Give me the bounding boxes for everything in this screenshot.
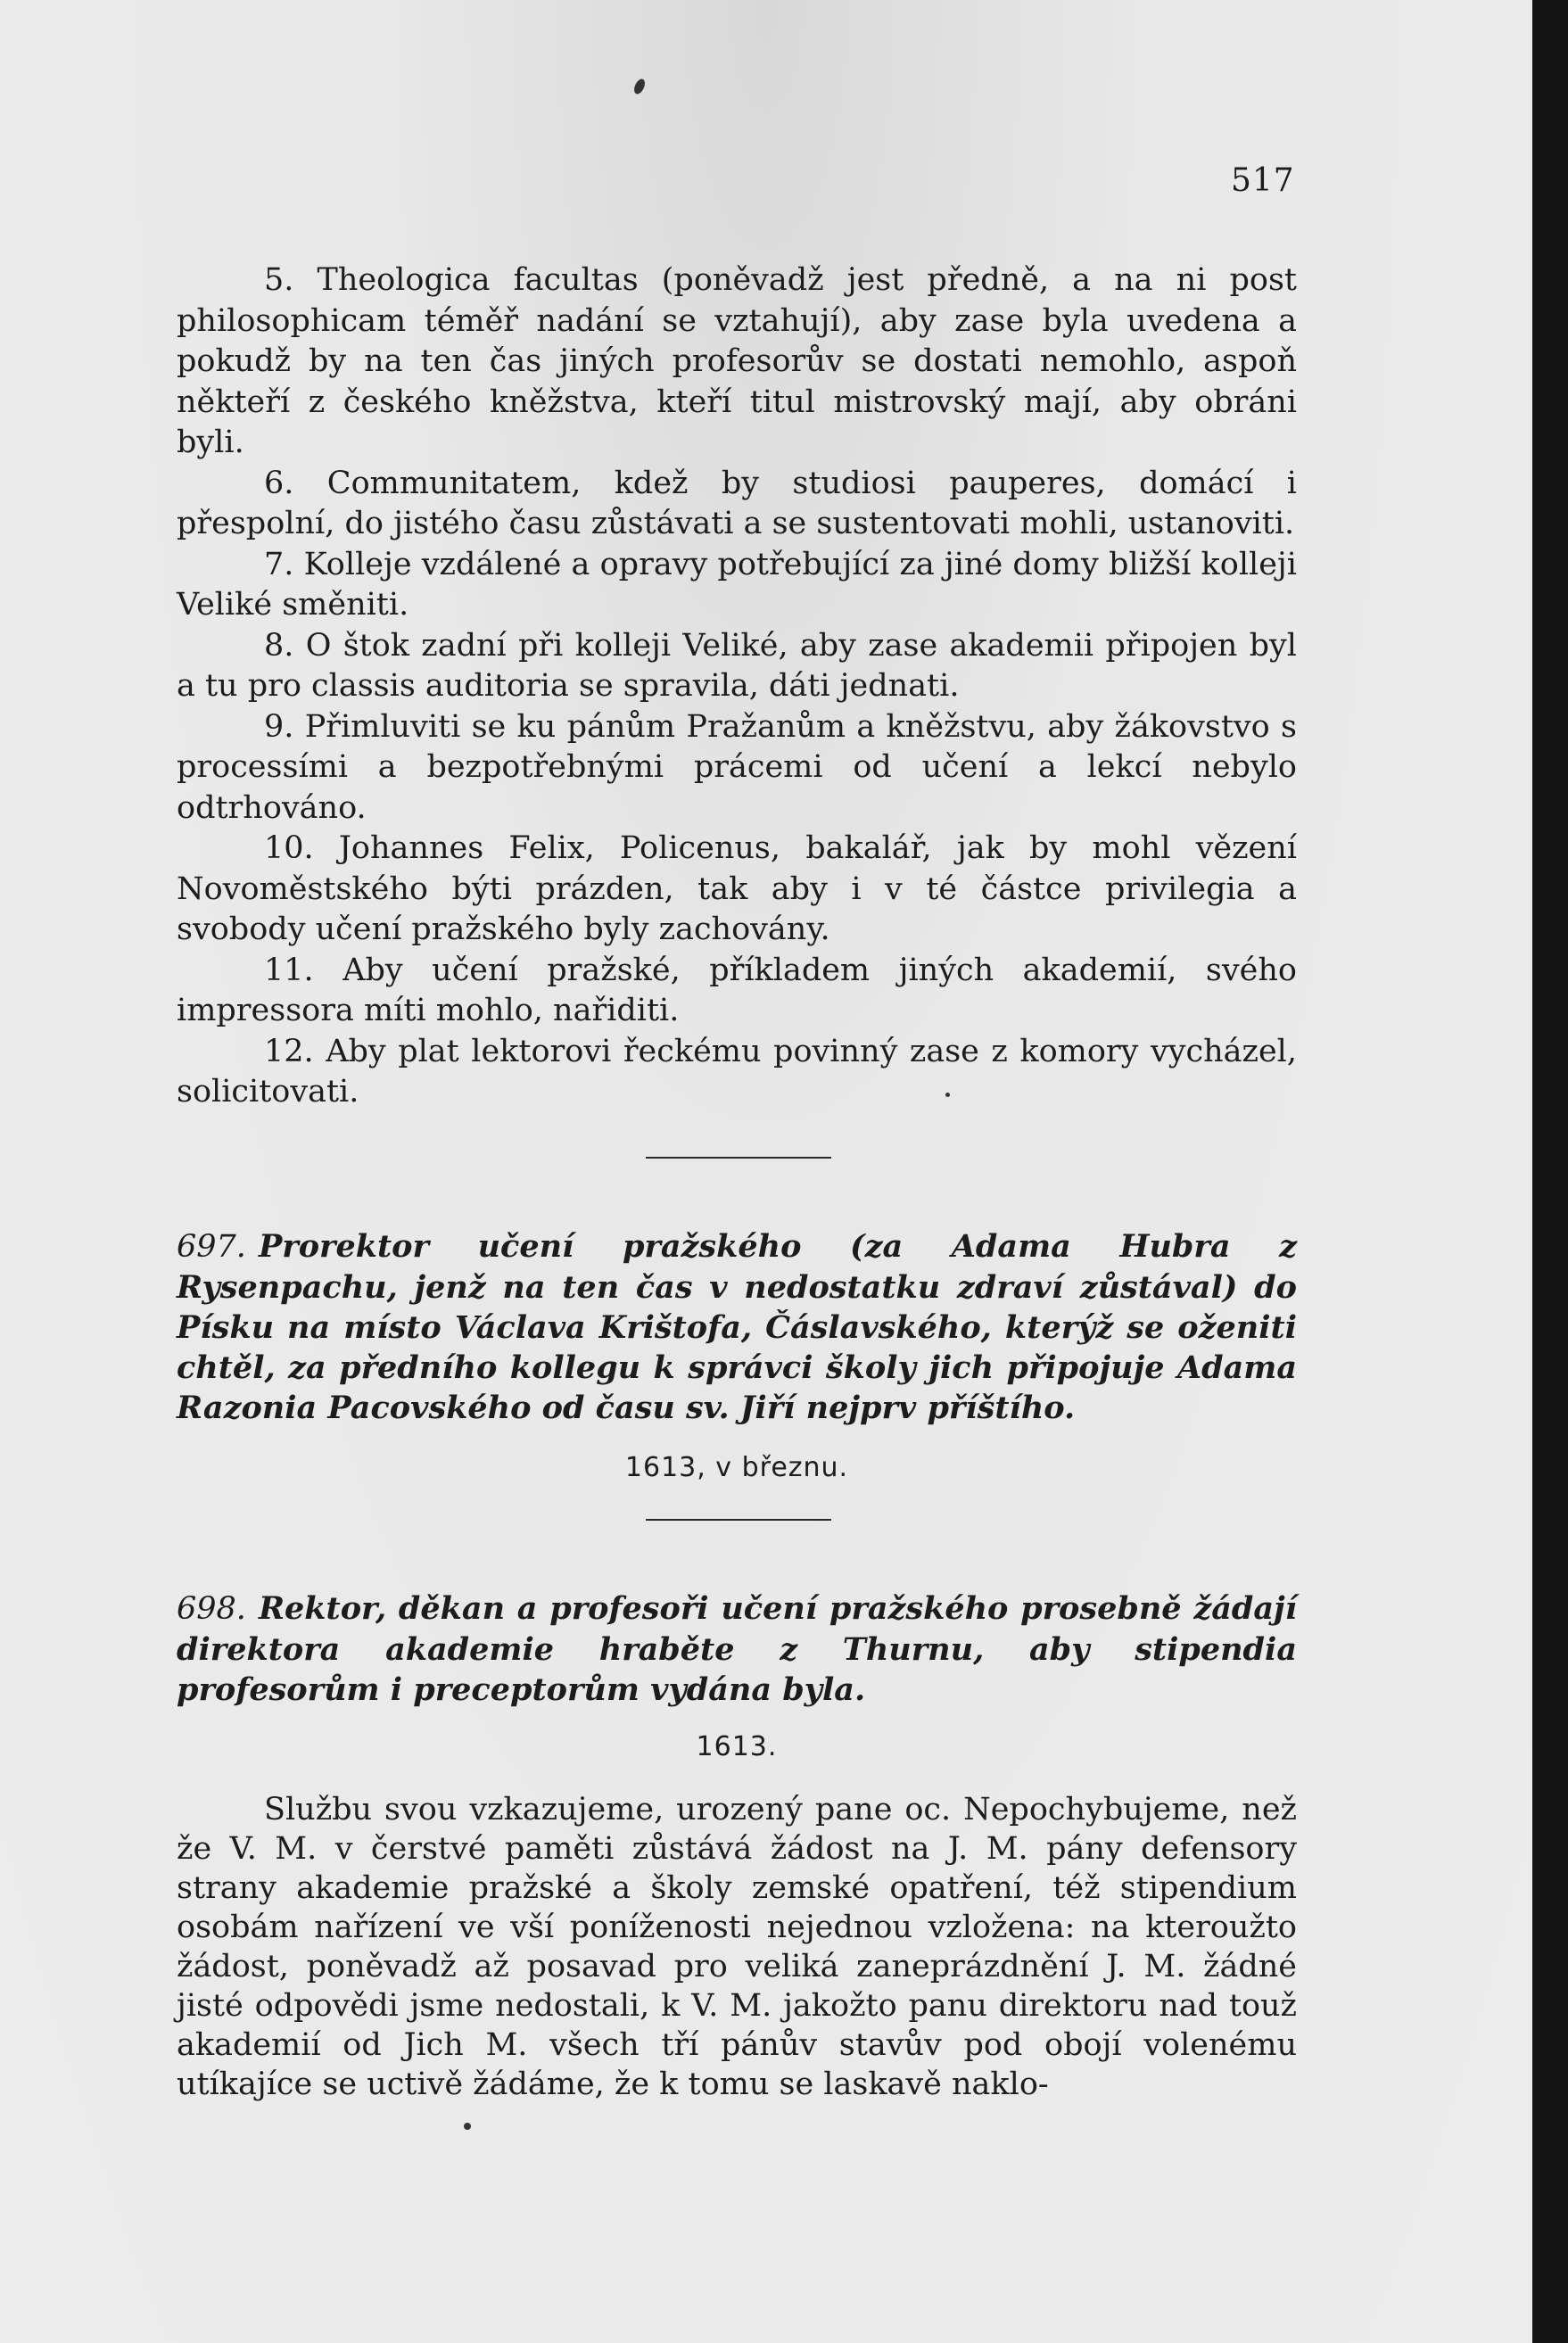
entry-698-date: 1613. — [696, 1731, 778, 1762]
entry-697-heading — [177, 1226, 1297, 1428]
letter-body: Službu svou vzkazujeme, urozený pane oc. Nepochybujeme, než že V. M. v čerstvé paměti zůstává žádost na J. M. pány defensory strany akademie pražské a školy zemské opatření, též stipendium osobám nařízení ve vší poníženosti nejednou vzložena: na kteroužto žádost, poněvadž až posavad pro veliká zaneprázdnění J. M. žádné jisté odpovědi jsme nedostali, k V. M. jakožto panu direktoru nad touž akademií od Jich M. všech tří pánův stavův pod obojí volenému utíkajíce se uctivě žádáme, že k tomu se laskavě naklo- — [177, 1792, 1297, 2102]
entry-697-date: 1613, v březnu. — [624, 1452, 849, 1483]
entry-number: 697. — [177, 1229, 246, 1265]
list-item: 8. O štok zadní při kolleji Veliké, aby zase akademii připojen byl a tu pro classis auditoria se spravila, dáti jednati. — [177, 627, 1297, 704]
ink-speck — [464, 2123, 471, 2130]
ink-speck — [632, 78, 648, 96]
entry-number: 698. — [177, 1591, 246, 1627]
entry-698-heading — [177, 1588, 1297, 1710]
page-number: 517 — [1231, 162, 1295, 199]
list-item: 9. Přimluviti se ku pánům Pražanům a kněžstvu, aby žákovstvo s processími a bezpotřebnými prácemi od učení a lekcí nebylo odtrhováno. — [177, 708, 1297, 826]
list-item: 11. Aby učení pražské, příkladem jiných akademií, svého impressora míti mohlo, nařiditi. — [177, 952, 1297, 1028]
list-item: 12. Aby plat lektorovi řeckému povinný zase z komory vycházel, solicitovati. — [177, 1033, 1297, 1110]
list-item: 7. Kolleje vzdálené a opravy potřebující za jiné domy bližší kolleji Veliké směniti. — [177, 546, 1297, 623]
numbered-items — [177, 260, 1297, 1113]
list-item: 5. Theologica facultas (poněvadž jest předně, a na ni post philosophicam téměř nadání se vztahují), aby zase byla uvedena a pokudž by na ten čas jiných profesorův se dostati nemohlo, aspoň někteří z českého kněžstva, kteří titul mistrovský mají, aby obráni byli. — [177, 262, 1297, 460]
section-divider — [646, 1519, 831, 1521]
entry-summary: Rektor, děkan a profesoři učení pražského prosebně žádají direktora akademie hraběte z Thurnu, aby stipendia profesorům i preceptorům vydána byla. — [177, 1590, 1297, 1708]
list-item: 10. Johannes Felix, Policenus, bakalář, jak by mohl vězení Novoměstského býti prázden, tak aby i v té částce privilegia a svobody učení pražského byly zachovány. — [177, 830, 1297, 947]
entry-summary: Prorektor učení pražského (za Adama Hubra z Rysenpachu, jenž na ten čas v nedostatku zdraví zůstával) do Písku na místo Václava Krištofa, Čáslavského, kterýž se oženiti chtěl, za předního kollegu k správci školy jich připojuje Adama Razonia Pacovského od času sv. Jiří nejprv příštího. — [177, 1228, 1297, 1426]
scan-edge — [1532, 0, 1568, 2343]
section-divider — [646, 1157, 831, 1159]
list-item: 6. Communitatem, kdež by studiosi pauperes, domácí i přespolní, do jistého času zůstávati a se sustentovati mohli, ustanoviti. — [177, 465, 1297, 541]
